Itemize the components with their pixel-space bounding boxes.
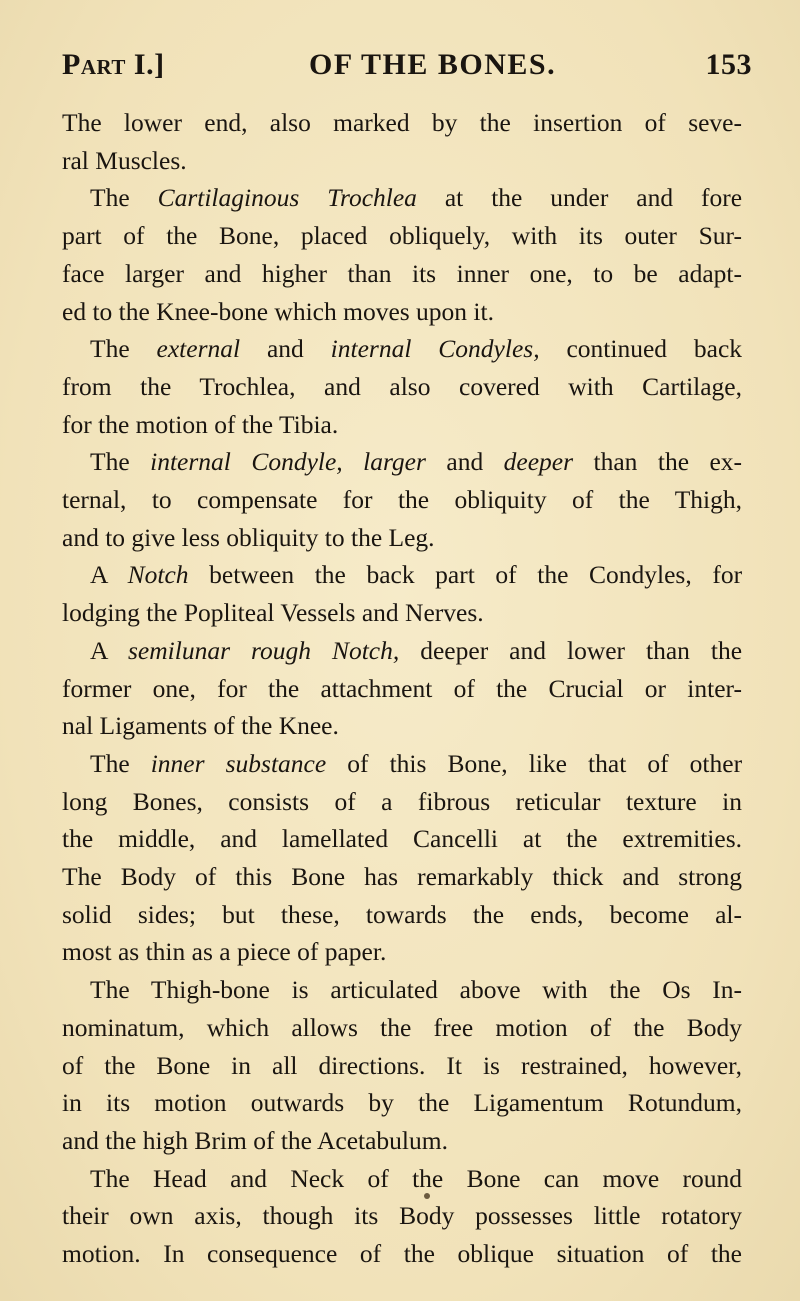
text-line: in its motion outwards by the Ligamentum Rotundum, xyxy=(62,1088,742,1118)
text-line: The inner substance of this Bone, like that of other xyxy=(90,748,743,778)
text-line: nominatum, which allows the free motion of the Body xyxy=(62,1012,742,1042)
text-line: lodging the Popliteal Vessels and Nerves. xyxy=(62,598,484,628)
text-line: and to give less obliquity to the Leg. xyxy=(62,522,435,552)
text-line: The Cartilaginous Trochlea at the under and fore xyxy=(90,183,743,213)
text-line: The Thigh-bone is articulated above with the Os In- xyxy=(90,975,742,1005)
text-line: The lower end, also marked by the insertion of seve- xyxy=(62,108,742,137)
text-line: former one, for the attachment of the Crucial or inter- xyxy=(62,673,742,703)
text-line: of the Bone in all directions. It is restrained, however, xyxy=(62,1050,742,1080)
page-number: 153 xyxy=(705,48,752,81)
text-line: the middle, and lamellated Cancelli at the extremities. xyxy=(62,824,742,854)
text-line: The Head and Neck of the Bone can move round xyxy=(90,1163,742,1193)
ink-speck xyxy=(424,1193,430,1199)
text-line: ral Muscles. xyxy=(62,145,187,175)
text-line: A Notch between the back part of the Condyles, for xyxy=(90,560,743,590)
part-label: Part I.] xyxy=(62,48,165,81)
text-line: motion. In consequence of the oblique situation of the xyxy=(62,1239,742,1269)
text-line: face larger and higher than its inner one, to be adapt- xyxy=(62,258,742,288)
text-line: nal Ligaments of the Knee. xyxy=(62,711,339,741)
text-line: The Body of this Bone has remarkably thick and strong xyxy=(62,862,742,892)
text-line: part of the Bone, placed obliquely, with its outer Sur- xyxy=(62,221,742,251)
text-line: The internal Condyle, larger and deeper than the ex- xyxy=(90,447,743,477)
chapter-title: OF THE BONES. xyxy=(309,48,557,81)
running-head xyxy=(62,48,752,88)
body-text xyxy=(62,104,742,1273)
text-line: most as thin as a piece of paper. xyxy=(62,937,387,967)
text-line: ed to the Knee-bone which moves upon it. xyxy=(62,296,494,326)
text-line: The external and internal Condyles, continued back xyxy=(90,334,743,364)
text-line: for the motion of the Tibia. xyxy=(62,409,339,439)
text-line: and the high Brim of the Acetabulum. xyxy=(62,1125,448,1155)
text-line: from the Trochlea, and also covered with Cartilage, xyxy=(62,371,742,401)
text-line: long Bones, consists of a fibrous reticular texture in xyxy=(62,786,742,816)
text-line: their own axis, though its Body possesses little rotatory xyxy=(62,1201,742,1231)
text-line: ternal, to compensate for the obliquity of the Thigh, xyxy=(62,485,742,515)
text-line: A semilunar rough Notch, deeper and lower than the xyxy=(90,635,743,665)
text-line: solid sides; but these, towards the ends, become al- xyxy=(62,899,742,929)
